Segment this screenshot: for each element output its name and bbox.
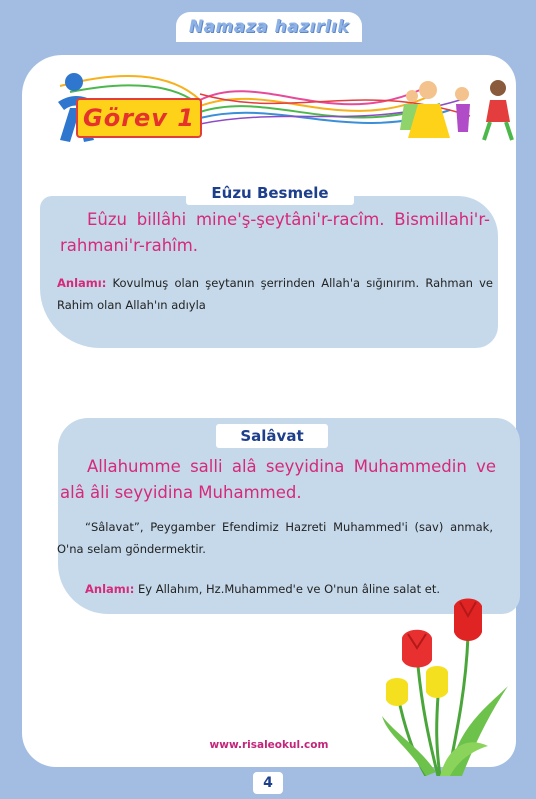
meaning-text: Kovulmuş olan şeytanın şerrinden Allah'a sığınırım. Rahman ve Rahim olan Allah'ın adıyla: [57, 276, 493, 312]
website-link[interactable]: www.risaleokul.com: [209, 739, 329, 751]
meaning-paragraph: [57, 272, 493, 316]
prayer-text: Allahumme salli alâ seyyidina Muhammedin ve alâ âli seyyidina Muhammed.: [60, 457, 496, 502]
meaning-label: Anlamı:: [85, 582, 135, 596]
meaning-label: Anlamı:: [57, 276, 107, 290]
tulips-icon: [378, 596, 528, 776]
children-figures-icon: [400, 80, 512, 140]
meaning-text: Ey Allahım, Hz.Muhammed'e ve O'nun âline salat et.: [134, 582, 440, 596]
task-badge: [76, 98, 202, 138]
page-number: 4: [253, 772, 283, 794]
page-title: Namaza hazırlık: [188, 17, 350, 37]
explanation-paragraph: “Sâlavat”, Peygamber Efendimiz Hazreti Muhammed'i (sav) anmak, O'na selam göndermektir.: [57, 520, 493, 556]
task-label: Görev 1: [83, 104, 195, 132]
section-title: Eûzu Besmele: [186, 181, 354, 205]
section-title: Salâvat: [216, 424, 328, 448]
header-tab: [176, 12, 362, 42]
prayer-text: Eûzu billâhi mine'ş-şeytâni'r-racîm. Bismillahi'r-rahmani'r-rahîm.: [60, 210, 490, 255]
